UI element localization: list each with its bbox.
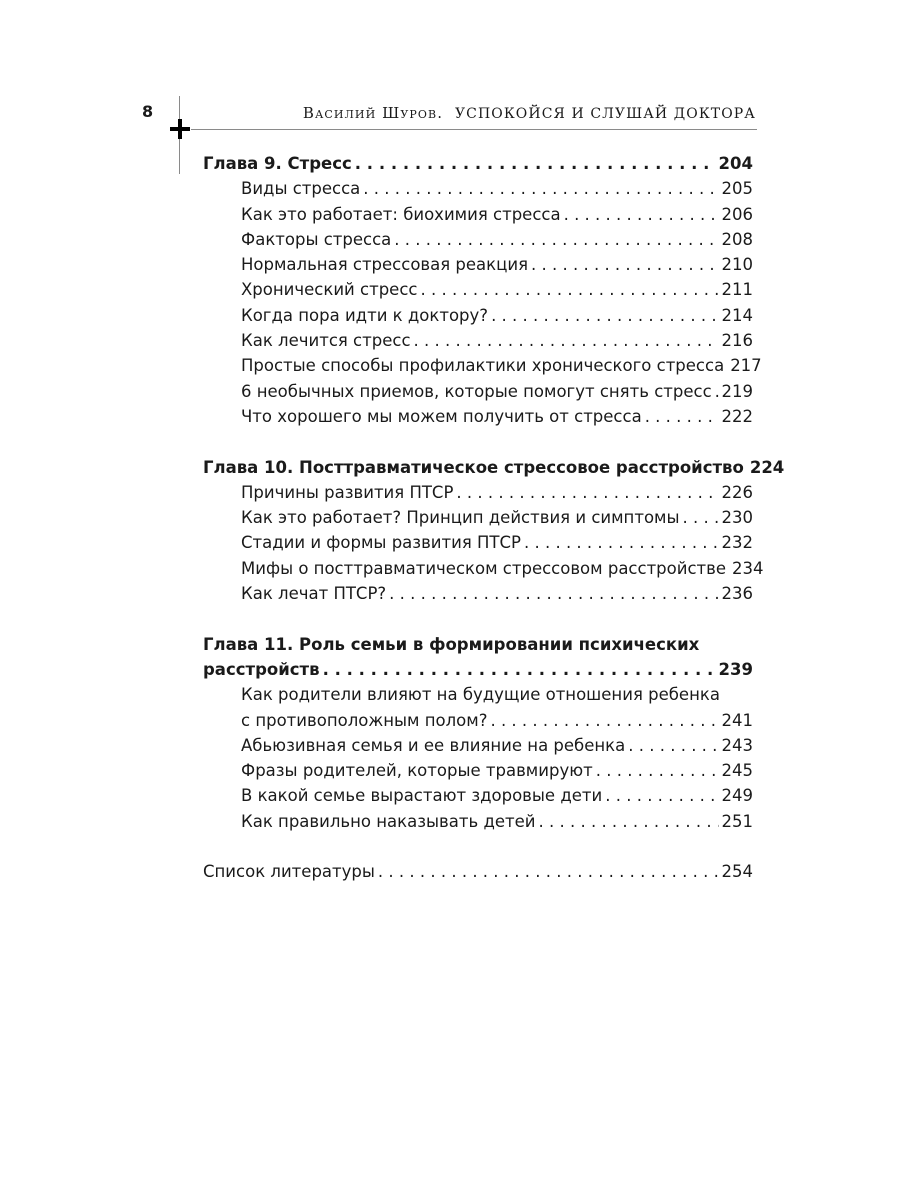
toc-entry-title: Как правильно наказывать детей xyxy=(241,811,536,831)
toc-entry[interactable] xyxy=(203,353,762,378)
toc-entry-title: Как лечат ПТСР? xyxy=(241,584,387,604)
toc-entry-title: Простые способы профилактики хронического стресса xyxy=(241,356,725,376)
toc-entry-title: Причины развития ПТСР xyxy=(241,482,454,502)
toc-entry-page: 219 xyxy=(721,381,753,401)
toc-leader-dots xyxy=(490,708,718,733)
toc-entry-title: В какой семье вырастают здоровые дети xyxy=(241,786,603,806)
toc-entry-page: 249 xyxy=(721,786,753,806)
toc-entry-title: Как лечится стресс xyxy=(241,331,411,351)
toc-entry-page: 230 xyxy=(721,508,753,528)
toc-entry[interactable] xyxy=(203,480,753,505)
toc-entry-title: Что хорошего мы можем получить от стресса xyxy=(241,406,642,426)
toc-references xyxy=(203,859,753,884)
toc-entry[interactable] xyxy=(203,733,753,758)
toc-entry-page: 232 xyxy=(721,533,753,553)
toc-leader-dots xyxy=(605,783,718,808)
toc-leader-dots xyxy=(355,151,716,176)
toc-entry-page: 245 xyxy=(721,761,753,781)
toc-entry-title-line[interactable]: Как родители влияют на будущие отношения ребенка xyxy=(241,685,720,705)
running-head-title: УСПОКОЙСЯ И СЛУШАЙ ДОКТОРА xyxy=(454,106,756,122)
toc-leader-dots xyxy=(456,480,718,505)
toc-entry[interactable] xyxy=(203,581,753,606)
crop-mark-icon xyxy=(170,119,190,139)
toc-entry-page: 222 xyxy=(721,406,753,426)
toc-leader-dots xyxy=(491,303,718,328)
toc-entry-title: Список литературы xyxy=(203,862,375,882)
toc-entry-page: 208 xyxy=(721,229,753,249)
toc-entry-page: 226 xyxy=(721,482,753,502)
toc-leader-dots xyxy=(628,733,718,758)
toc-entry-title: Мифы о посттравматическом стрессовом расстройстве xyxy=(241,558,727,578)
toc-entry-title: Абьюзивная семья и ее влияние на ребенка xyxy=(241,735,626,755)
toc-chapter-11 xyxy=(203,632,753,834)
toc-entry[interactable] xyxy=(203,505,753,530)
running-head xyxy=(303,104,756,122)
toc-entry-title-line[interactable]: Глава 11. Роль семьи в формировании психических xyxy=(203,634,700,654)
toc-entry-page: 211 xyxy=(721,280,753,300)
toc-entry-title: 6 необычных приемов, которые помогут снять стресс xyxy=(241,381,712,401)
toc-entry-page: 206 xyxy=(721,204,753,224)
toc-leader-dots xyxy=(524,530,719,555)
toc-entry-page: 243 xyxy=(721,735,753,755)
toc-leader-dots xyxy=(539,809,719,834)
toc-entry-title: Глава 9. Стресс xyxy=(203,154,352,173)
toc-entry-page: 239 xyxy=(718,659,753,679)
toc-leader-dots xyxy=(394,227,718,252)
toc-entry[interactable] xyxy=(203,202,753,227)
toc-entry-page: 236 xyxy=(721,584,753,604)
toc-entry-title: Фразы родителей, которые травмируют xyxy=(241,761,593,781)
toc-entry-page: 224 xyxy=(749,457,785,477)
toc-leader-dots xyxy=(531,252,718,277)
toc-entry[interactable] xyxy=(203,379,753,404)
toc-leader-dots xyxy=(323,657,716,682)
toc-entry-title: расстройств xyxy=(203,659,320,679)
toc-entry-title: Как это работает: биохимия стресса xyxy=(241,204,561,224)
toc-entry[interactable] xyxy=(203,530,753,555)
toc-entry[interactable] xyxy=(203,252,753,277)
toc-entry-title: Глава 10. Посттравматическое стрессовое расстройство xyxy=(203,457,744,477)
toc-entry[interactable] xyxy=(203,556,764,581)
toc-leader-dots xyxy=(564,202,719,227)
toc-entry-page: 204 xyxy=(718,154,753,173)
toc-entry[interactable] xyxy=(203,404,753,429)
toc-entry[interactable] xyxy=(203,455,785,480)
toc-leader-dots xyxy=(420,277,718,302)
header-rule xyxy=(191,129,757,130)
toc-entry-page: 251 xyxy=(721,811,753,831)
toc-entry[interactable] xyxy=(203,227,753,252)
toc-leader-dots xyxy=(389,581,718,606)
toc-entry-page: 254 xyxy=(721,862,753,882)
toc-entry-page: 241 xyxy=(721,710,753,730)
toc-entry-title: Хронический стресс xyxy=(241,280,418,300)
toc-entry-page: 217 xyxy=(730,356,762,376)
toc-chapter-10 xyxy=(203,455,785,607)
toc-entry-page: 234 xyxy=(732,558,764,578)
toc-entry[interactable] xyxy=(203,328,753,353)
toc-entry-title: с противоположным полом? xyxy=(241,710,488,730)
toc-leader-dots xyxy=(378,859,719,884)
toc-leader-dots xyxy=(645,404,719,429)
toc-leader-dots xyxy=(363,176,718,201)
toc-entry[interactable] xyxy=(203,783,753,808)
toc-entry-title: Нормальная стрессовая реакция xyxy=(241,255,529,275)
running-head-author: Василий Шуров. xyxy=(302,104,444,122)
toc-entry[interactable] xyxy=(203,303,753,328)
toc-entry-title: Стадии и формы развития ПТСР xyxy=(241,533,521,553)
toc-entry[interactable] xyxy=(203,277,753,302)
toc-entry[interactable] xyxy=(203,758,753,783)
toc-entry[interactable] xyxy=(203,809,753,834)
toc-entry-page: 214 xyxy=(721,305,753,325)
toc-entry-title: Когда пора идти к доктору? xyxy=(241,305,489,325)
toc-chapter-9 xyxy=(203,151,762,429)
toc-entry[interactable] xyxy=(203,859,753,884)
table-of-contents xyxy=(203,151,785,885)
toc-entry[interactable] xyxy=(203,708,753,733)
toc-entry-title: Как это работает? Принцип действия и симптомы xyxy=(241,508,680,528)
toc-leader-dots xyxy=(596,758,719,783)
toc-entry[interactable] xyxy=(203,657,753,682)
page-number: 8 xyxy=(142,102,154,121)
toc-entry[interactable] xyxy=(203,176,753,201)
toc-entry-title: Факторы стресса xyxy=(241,229,392,249)
toc-leader-dots xyxy=(414,328,719,353)
toc-entry[interactable] xyxy=(203,151,753,176)
toc-entry-page: 205 xyxy=(721,179,753,199)
toc-entry-page: 216 xyxy=(721,331,753,351)
toc-entry-title: Виды стресса xyxy=(241,179,361,199)
toc-entry-page: 210 xyxy=(721,255,753,275)
toc-leader-dots xyxy=(683,505,719,530)
